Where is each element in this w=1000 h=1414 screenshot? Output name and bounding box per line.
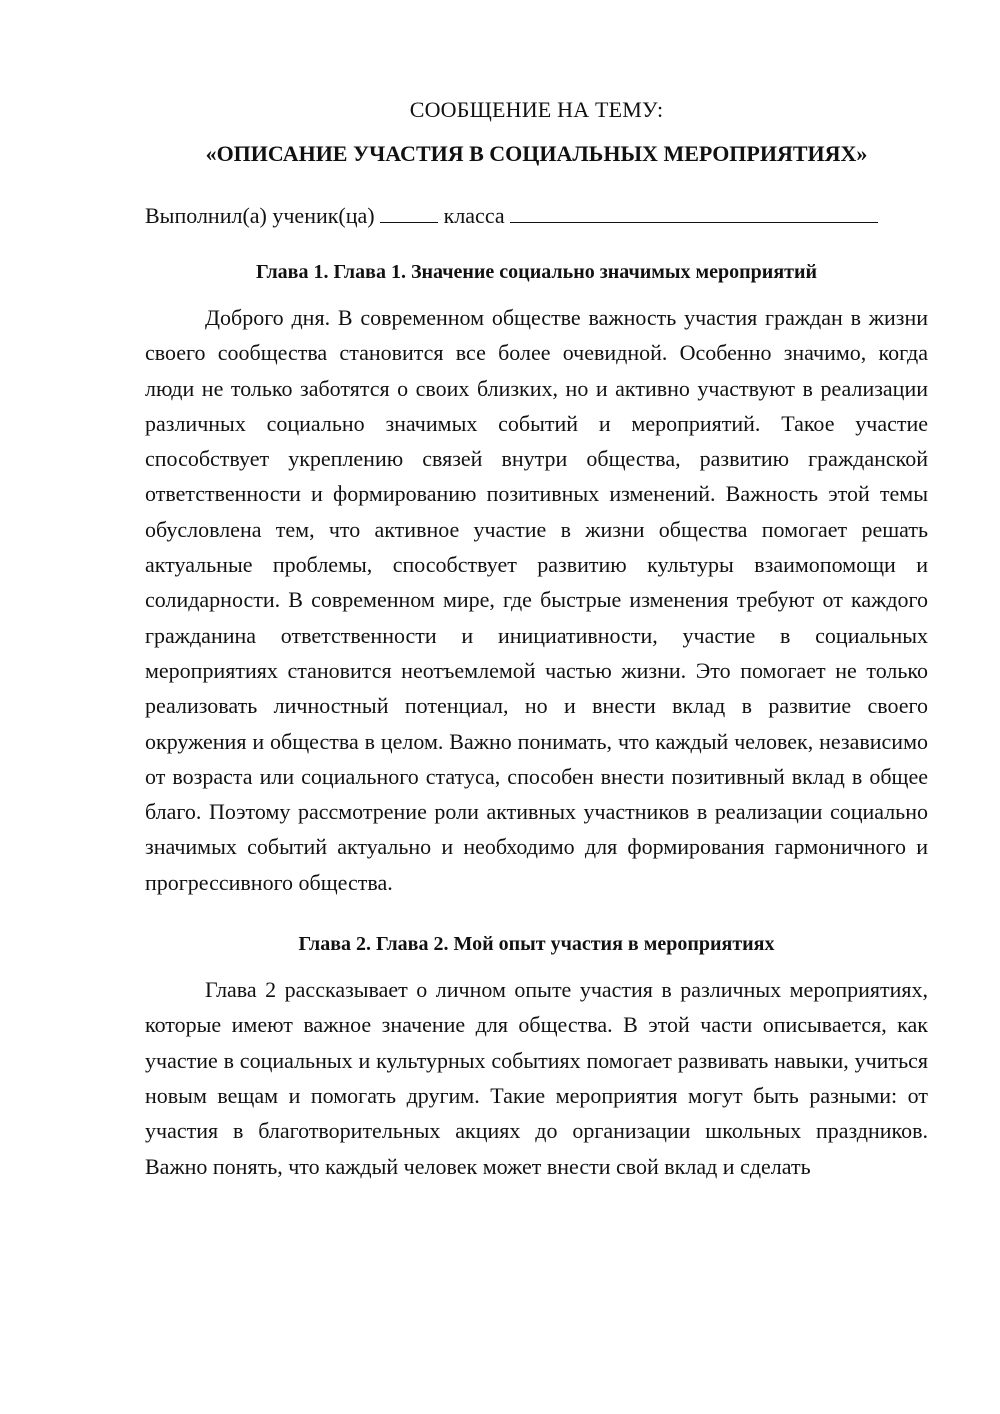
grade-blank-field <box>380 204 438 223</box>
document-content <box>145 90 928 1184</box>
chapter-2-paragraph: Глава 2 рассказывает о личном опыте участия в различных мероприятиях, которые имеют важное значение для общества. В этой части описывается, как участие в социальных и культурных событиях помогает развивать навыки, учиться новым вещам и помогать другим. Такие мероприятия могут быть разными: от участия в благотворительных акциях до организации школьных праздников. Важно понять, что каждый человек может внести свой вклад и сделать <box>145 977 928 1179</box>
name-blank-field <box>510 204 878 223</box>
author-line <box>145 196 928 236</box>
chapter-1-paragraph: Доброго дня. В современном обществе важность участия граждан в жизни своего сообщества становится все более очевидной. Особенно значимо, когда люди не только заботятся о своих близких, но и активно участвуют в реализации различных социально значимых событий и мероприятий. Такое участие способствует укреплению связей внутри общества, развитию гражданской ответственности и формированию позитивных изменений. Важность этой темы обусловлена тем, что активное участие в жизни общества помогает решать актуальные проблемы, способствует развитию культуры взаимопомощи и солидарности. В современном мире, где быстрые изменения требуют от каждого гражданина ответственности и инициативности, участие в социальных мероприятиях становится неотъемлемой частью жизни. Это помогает не только реализовать личностный потенциал, но и внести вклад в развитие своего окружения и общества в целом. Важно понимать, что каждый человек, независимо от возраста или социального статуса, способен внести позитивный вклад в общее благо. Поэтому рассмотрение роли активных участников в реализации социально значимых событий актуально и необходимо для формирования гармоничного и прогрессивного общества. <box>145 305 928 895</box>
author-prefix: Выполнил(а) ученик(ца) <box>145 203 375 228</box>
author-class-label: класса <box>443 203 505 228</box>
report-title-line-2: «ОПИСАНИЕ УЧАСТИЯ В СОЦИАЛЬНЫХ МЕРОПРИЯТИЯХ» <box>205 141 868 166</box>
chapter-2-heading: Глава 2. Глава 2. Мой опыт участия в мероприятиях <box>298 933 775 956</box>
chapter-1-heading: Глава 1. Глава 1. Значение социально значимых мероприятий <box>255 261 818 283</box>
report-title-line-1: СООБЩЕНИЕ НА ТЕМУ: <box>409 97 664 122</box>
